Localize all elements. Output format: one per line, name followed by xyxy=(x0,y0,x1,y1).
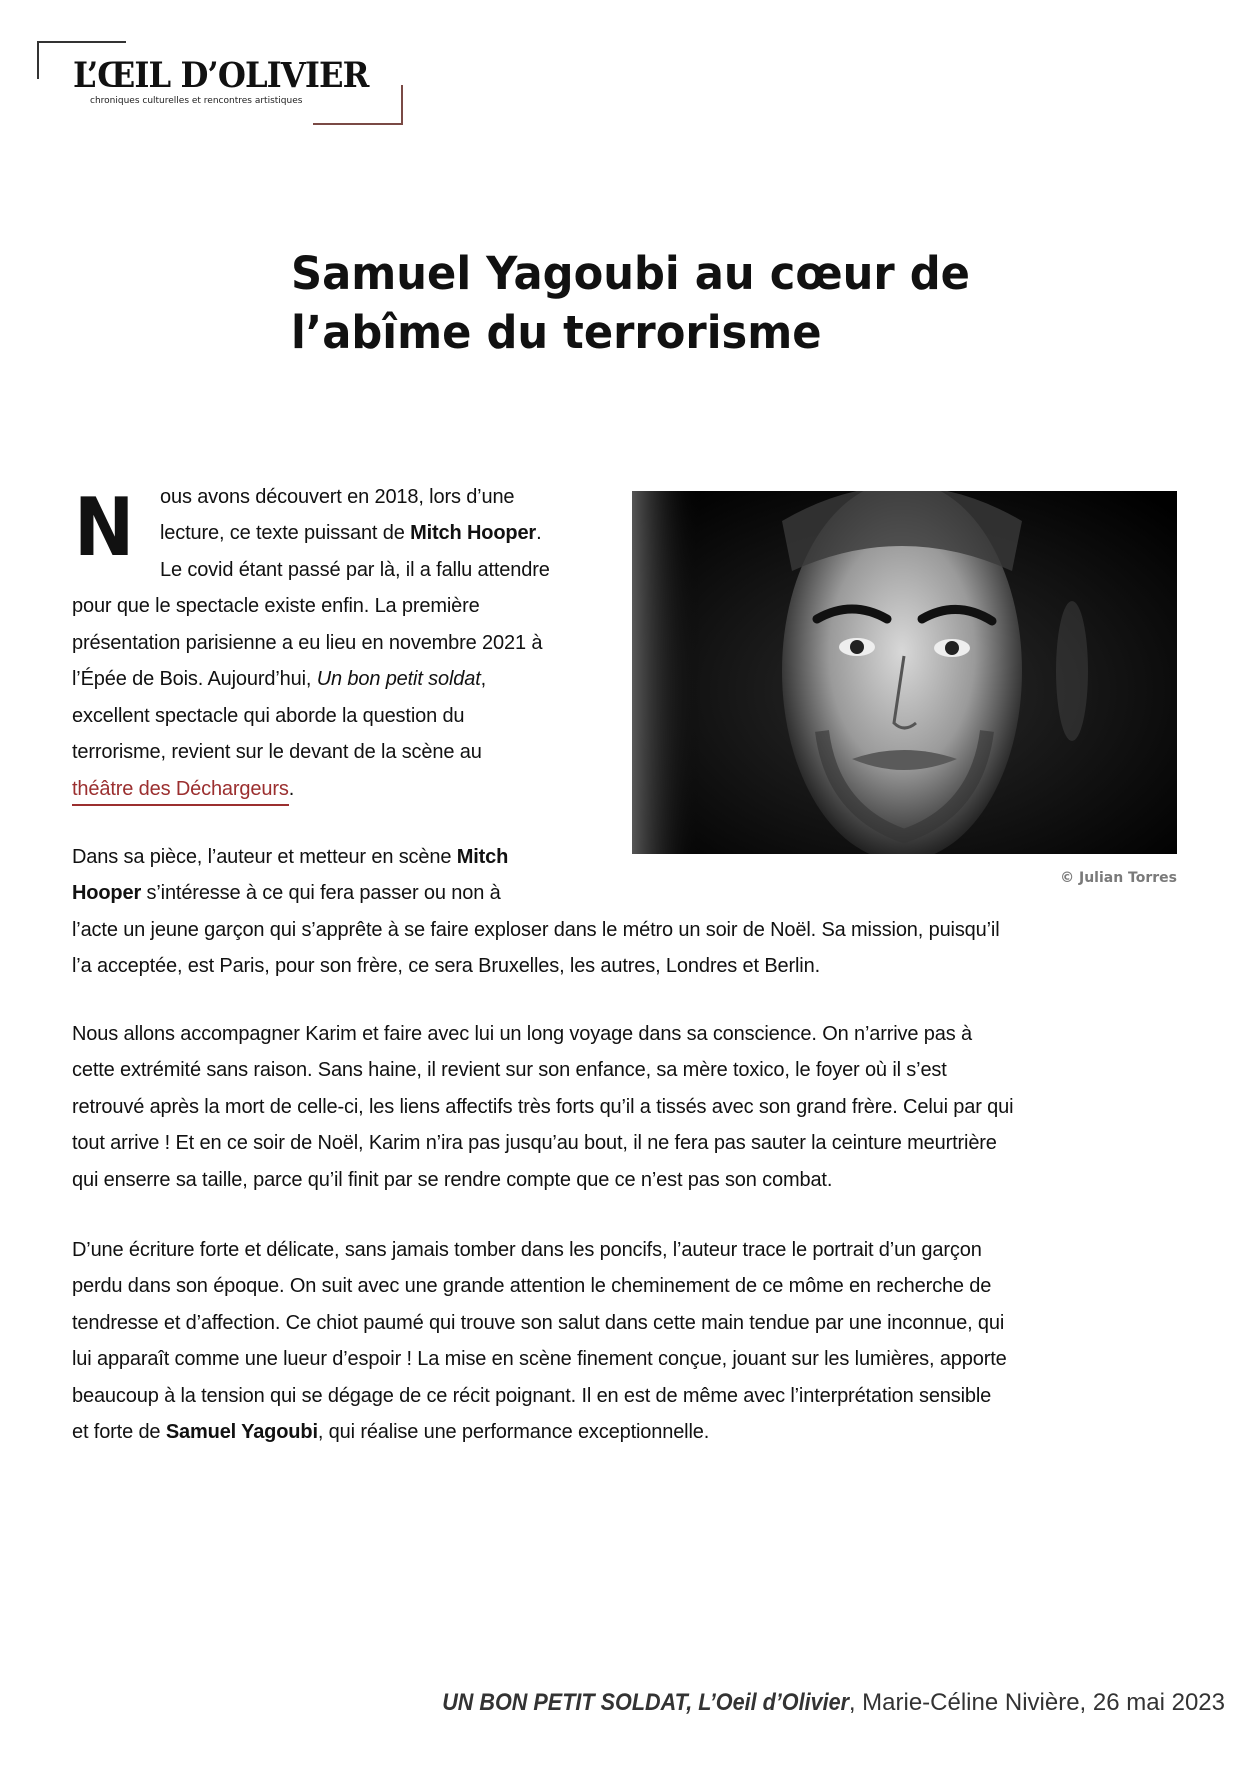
author-name: Hooper xyxy=(72,882,142,904)
text: lecture, ce texte puissant de xyxy=(160,522,411,544)
paragraph-4-line xyxy=(72,1420,709,1444)
paragraph-2-line xyxy=(72,954,820,978)
paragraph-1-line xyxy=(160,521,542,545)
title-line: Samuel Yagoubi au cœur de xyxy=(291,247,970,300)
text: . xyxy=(288,778,295,800)
paragraph-1-line xyxy=(72,704,464,728)
paragraph-4-line: lui apparaît comme une lueur d’espoir ! La mise en scène finement conçue, jouant sur les lumières, apporte xyxy=(72,1348,1007,1370)
text: Le covid étant passé par là, il a fallu attendre xyxy=(160,559,550,581)
text: et forte de xyxy=(72,1421,166,1443)
article-title xyxy=(291,244,970,362)
portrait-photo xyxy=(632,491,1177,854)
paragraph-1-line xyxy=(72,594,480,618)
paragraph-1-line xyxy=(72,740,482,764)
title-line: l’abîme du terrorisme xyxy=(291,306,822,359)
paragraph-1-line xyxy=(160,558,550,582)
portrait-image xyxy=(632,491,1177,854)
text: pour que le spectacle existe enfin. La première xyxy=(72,595,480,617)
text: l’Épée de Bois. Aujourd’hui, xyxy=(72,668,317,690)
actor-name: Samuel Yagoubi xyxy=(165,1421,318,1443)
source-author-date: , Marie-Céline Nivière, 26 mai 2023 xyxy=(848,1689,1225,1716)
paragraph-1-line xyxy=(72,667,486,691)
text: , qui réalise une performance exceptionnelle. xyxy=(317,1421,710,1443)
play-title: Un bon petit soldat xyxy=(316,668,481,690)
paragraph-3-line: qui enserre sa taille, parce qu’il finit par se rendre compte que ce n’est pas son combat. xyxy=(72,1169,833,1191)
text: Dans sa pièce, l’auteur et metteur en scène xyxy=(72,846,457,868)
source-citation xyxy=(397,1688,1225,1718)
paragraph-3-line: tout arrive ! Et en ce soir de Noël, Karim n’ira pas jusqu’au bout, il ne fera pas sauter la ceinture meurtrière xyxy=(72,1132,997,1154)
paragraph-3-line: retrouvé après la mort de celle-ci, les liens affectifs très forts qu’il a tissés avec son grand frère. Celui par qui xyxy=(72,1096,1014,1118)
paragraph-3-line: Nous allons accompagner Karim et faire avec lui un long voyage dans sa conscience. On n’arrive pas à xyxy=(72,1023,972,1045)
author-name: Mitch Hooper xyxy=(410,522,537,544)
paragraph-4-line: perdu dans son époque. On suit avec une grande attention le cheminement de ce môme en recherche de xyxy=(72,1275,992,1297)
paragraph-1-line xyxy=(72,777,294,801)
paragraph-2-line xyxy=(72,845,508,869)
text: s’intéresse à ce qui fera passer ou non à xyxy=(141,882,501,904)
text: l’acte un jeune garçon qui s’apprête à se faire exploser dans le métro un soir de Noël. Sa mission, puisqu’il xyxy=(72,919,1000,941)
text: excellent spectacle qui aborde la question du xyxy=(72,705,465,727)
paragraph-3-line: cette extrémité sans raison. Sans haine, il revient sur son enfance, sa mère toxico, le foyer où il s’est xyxy=(72,1059,947,1081)
paragraph-2-line xyxy=(72,918,1000,942)
paragraph-1-line xyxy=(72,631,542,655)
paragraph-4-line: tendresse et d’affection. Ce chiot paumé qui trouve son salut dans cette main tendue par une inconnue, qui xyxy=(72,1312,1005,1334)
source-title: UN BON PETIT SOLDAT, L’Oeil d’Olivier xyxy=(441,1689,849,1716)
paragraph-4-line: D’une écriture forte et délicate, sans jamais tomber dans les poncifs, l’auteur trace le portrait d’un garçon xyxy=(72,1239,982,1261)
author-name: Mitch xyxy=(456,846,509,868)
text: l’a acceptée, est Paris, pour son frère, ce sera Bruxelles, les autres, Londres et Berlin. xyxy=(72,955,820,977)
text: ous avons découvert en 2018, lors d’une xyxy=(160,486,515,508)
text: présentation parisienne a eu lieu en novembre 2021 à xyxy=(72,632,543,654)
site-logo[interactable]: L’ŒIL D’OLIVIER xyxy=(73,55,369,96)
text: terrorisme, revient sur le devant de la scène au xyxy=(72,741,482,763)
theatre-link[interactable]: théâtre des Déchargeurs xyxy=(72,778,289,806)
paragraph-4-line: beaucoup à la tension qui se dégage de ce récit poignant. Il en est de même avec l’interprétation sensible xyxy=(72,1385,992,1407)
paragraph-1-line xyxy=(160,485,514,509)
photo-caption: © Julian Torres xyxy=(1060,870,1177,886)
site-tagline: chroniques culturelles et rencontres artistiques xyxy=(90,96,303,106)
text: . xyxy=(536,522,542,544)
text: , xyxy=(480,668,487,690)
drop-cap: N xyxy=(74,481,135,574)
paragraph-2-line xyxy=(72,881,501,905)
